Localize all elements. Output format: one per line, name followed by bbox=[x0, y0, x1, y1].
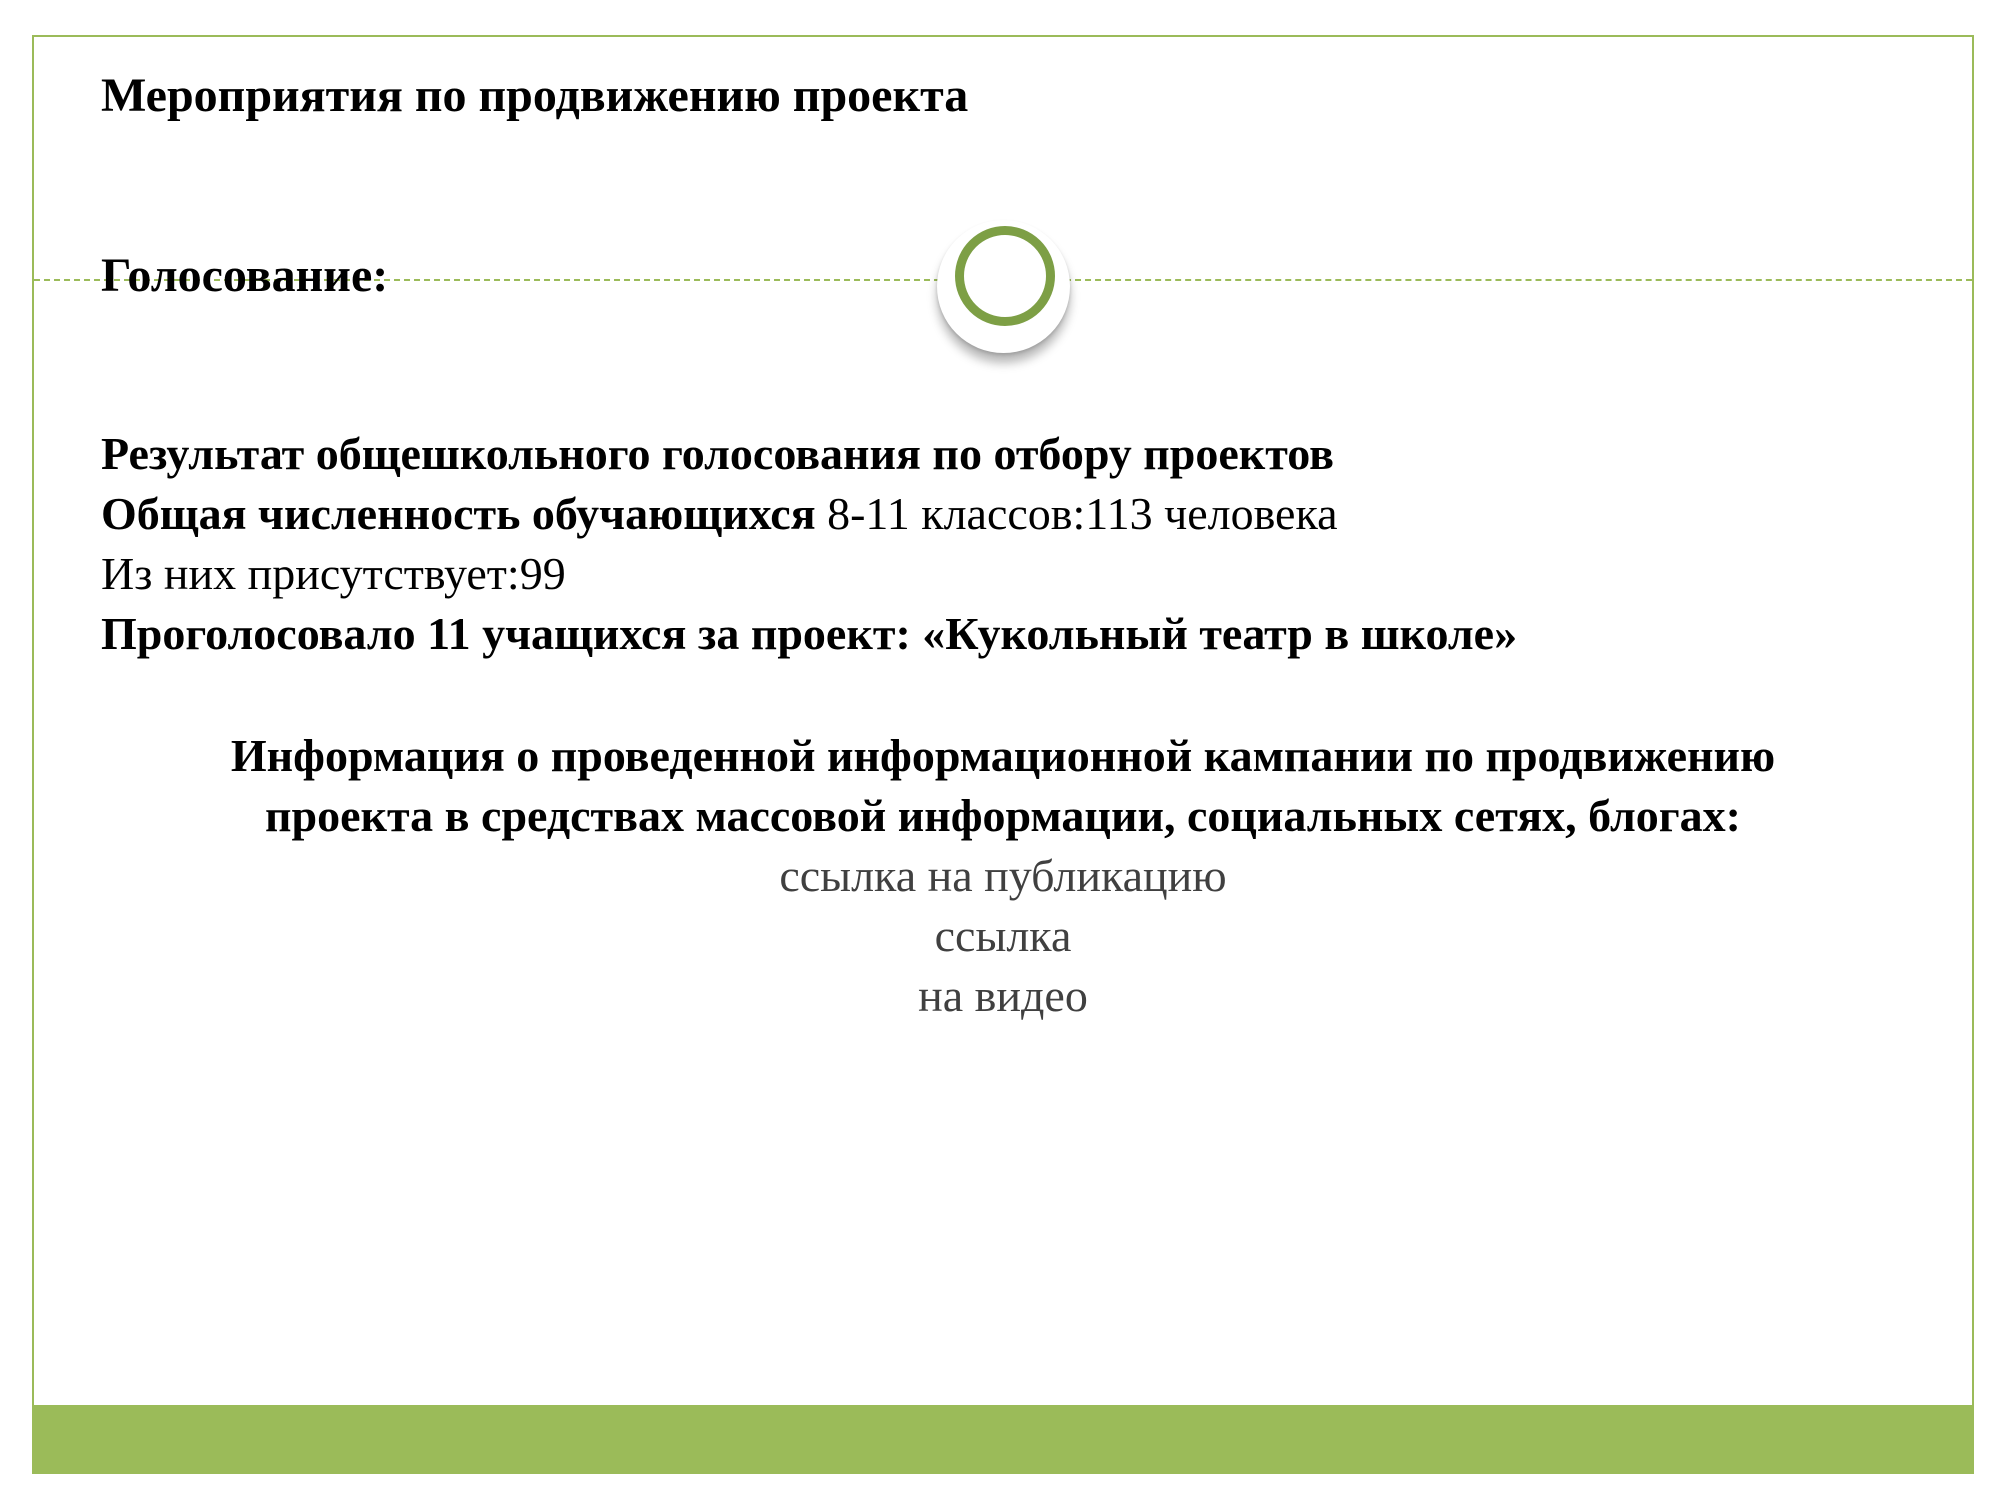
campaign-info bbox=[34, 726, 1972, 1026]
ring-icon bbox=[955, 226, 1055, 326]
results-total-label: Общая численность обучающихся bbox=[101, 488, 816, 539]
section-heading-voting: Голосование: bbox=[101, 249, 389, 302]
dashed-divider-right bbox=[1065, 279, 1972, 281]
results-total-line bbox=[101, 484, 1517, 544]
voting-results bbox=[101, 424, 1517, 664]
campaign-heading-line1: Информация о проведенной информационной кампании по продвижению bbox=[230, 730, 1776, 781]
video-link-line2[interactable]: на видео bbox=[918, 970, 1088, 1021]
results-present: Из них присутствует:99 bbox=[101, 548, 566, 599]
campaign-heading-line2: проекта в средствах массовой информации, социальных сетях, блогах: bbox=[265, 790, 1741, 841]
footer-bar bbox=[34, 1405, 1972, 1473]
results-votes: Проголосовало 11 учащихся за проект: «Кукольный театр в школе» bbox=[101, 608, 1518, 659]
video-link-line1[interactable]: ссылка bbox=[934, 910, 1072, 961]
results-total-value: 8-11 классов:113 человека bbox=[815, 488, 1338, 539]
slide-title: Мероприятия по продвижению проекта bbox=[101, 69, 969, 122]
results-heading: Результат общешкольного голосования по отбору проектов bbox=[101, 428, 1334, 479]
publication-link[interactable]: ссылка на публикацию bbox=[779, 850, 1227, 901]
